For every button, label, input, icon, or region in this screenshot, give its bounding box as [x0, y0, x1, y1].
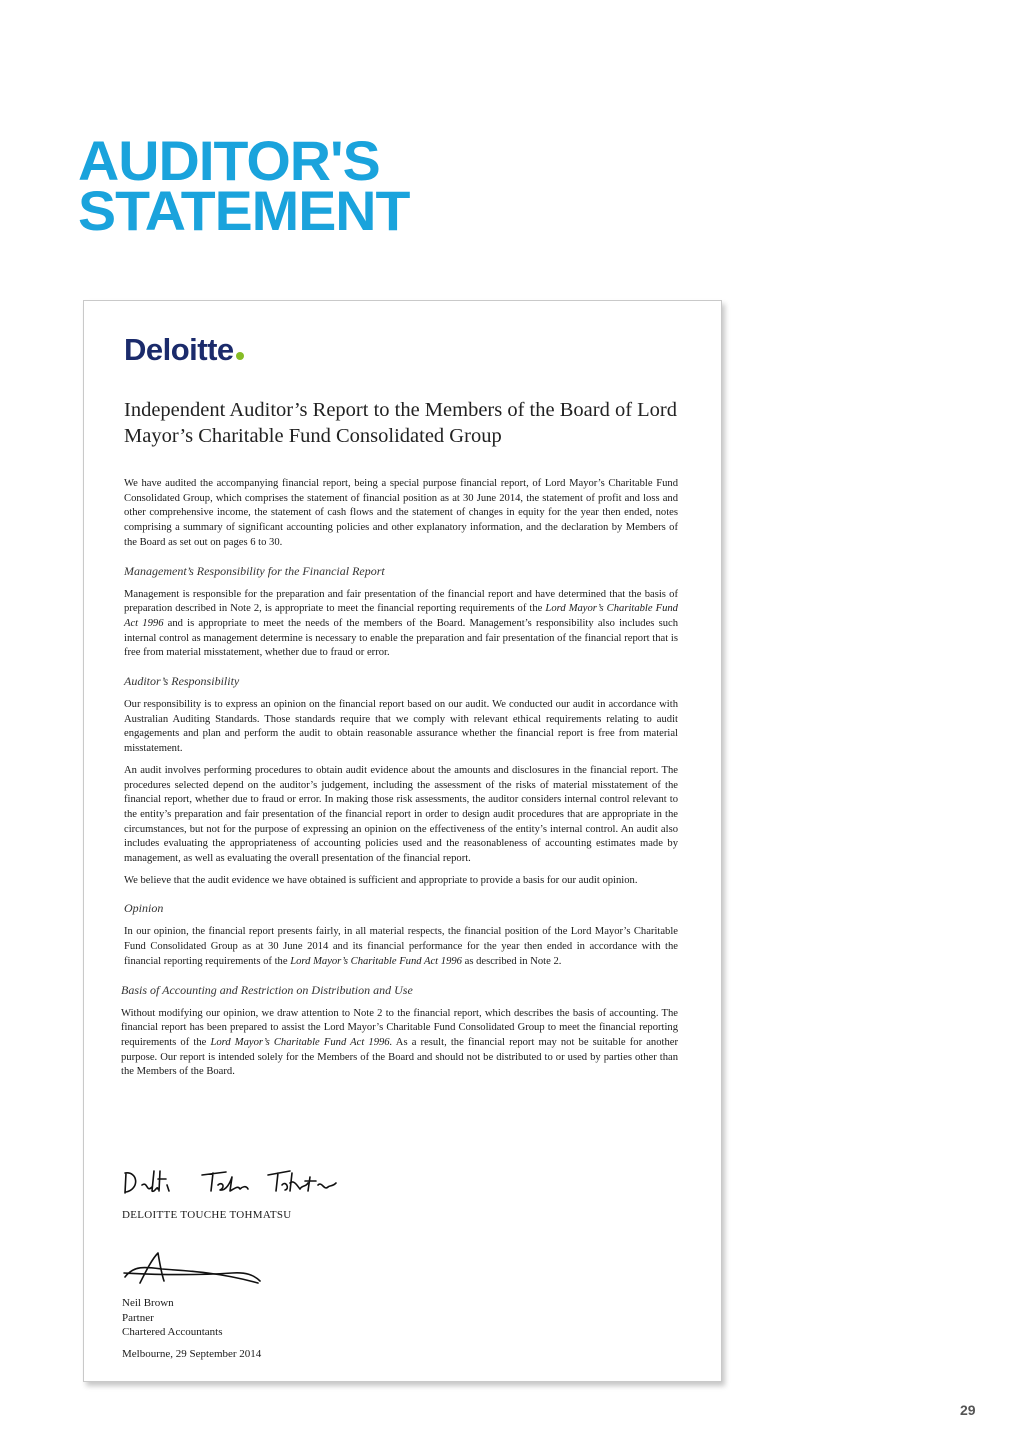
auditor-paragraph-1: Our responsibility is to express an opinion on the financial report based on our audit. We conducted our audit in accordance with Australian Auditing Standards. Those standards require that we comply with relevant ethical requirements relating to audit engagements and plan and perform the audit to obtain reasonable assurance whether the financial report is free from material misstatement. [124, 699, 678, 755]
partner-signature [122, 1245, 272, 1289]
basis-heading: Basis of Accounting and Restriction on Distribution and Use [121, 982, 413, 997]
basis-text-b: As a result, the financial report may not be suitable for another purpose. Our report is intended solely for the Members of the Board and should not be distributed to or used by parties other than the Members of the Board. [121, 1036, 678, 1078]
auditor-paragraph-2: An audit involves performing procedures to obtain audit evidence about the amounts and disclosures in the financial report. The procedures selected depend on the auditor’s judgement, including the assessment of the risks of material misstatement of the financial report, whether due to fraud or error. In making those risk assessments, the auditor considers internal control relevant to the entity’s preparation and fair presentation of the financial report in order to design audit procedures that are appropriate in the circumstances, but not for the purpose of expressing an opinion on the effectiveness of the entity’s internal control. An audit also includes evaluating the appropriateness of accounting policies used and the reasonableness of accounting estimates made by management, as well as evaluating the overall presentation of the financial report. [124, 764, 678, 865]
management-paragraph [124, 588, 678, 662]
heading-line-1: AUDITOR'S [78, 129, 380, 192]
intro-paragraph: We have audited the accompanying financial report, being a special purpose financial report, of Lord Mayor’s Charitable Fund Consolidated Group, which comprises the statement of financial position as at 30 June 2014, the statement of profit and loss and other comprehensive income, the statement of cash flows and the statement of changes in equity for the year then ended, notes comprising a summary of significant accounting policies and other explanatory information, and the declaration by Members of the Board as set out on pages 6 to 30. [124, 478, 678, 548]
page-number: 29 [960, 1402, 976, 1418]
report-date: Melbourne, 29 September 2014 [122, 1348, 262, 1360]
basis-text-a: Without modifying our opinion, we draw attention to Note 2 to the financial report, which describes the basis of accounting. The financial report has been prepared to assist the Lord Mayor’s Charitable Fund Consolidated Group to meet the financial reporting requirements of the [121, 1007, 678, 1048]
opinion-text-a: In our opinion, the financial report presents fairly, in all material respects, the financial position of the Lord Mayor’s Charitable Fund Consolidated Group as at 30 June 2014 and its financial performance for the year then ended in accordance with the financial reporting requirements of the [124, 926, 678, 967]
heading-line-2: STATEMENT [78, 179, 410, 242]
opinion-heading: Opinion [124, 901, 164, 916]
partner-name: Neil Brown [122, 1297, 174, 1309]
basis-paragraph [121, 1007, 678, 1081]
partner-firm: Chartered Accountants [122, 1326, 223, 1339]
opinion-text-b: as described in Note 2. [461, 955, 562, 967]
partner-title: Partner [122, 1311, 154, 1324]
auditor-report-letter [83, 300, 722, 1382]
management-heading: Management’s Responsibility for the Financial Report [124, 563, 385, 578]
management-text-a: Management is responsible for the preparation and fair presentation of the financial report and have determined that the basis of preparation described in Note 2, is appropriate to meet the financial reporting requirements of the [124, 588, 678, 615]
report-body [121, 477, 679, 1087]
auditor-paragraph-3: We believe that the audit evidence we have obtained is sufficient and appropriate to provide a basis for our audit opinion. [124, 874, 638, 886]
deloitte-logo [124, 332, 244, 368]
page-heading [78, 129, 410, 242]
act-reference: Lord Mayor’s Charitable Fund Act 1996 [290, 955, 462, 967]
firm-signature [122, 1167, 362, 1197]
report-title: Independent Auditor’s Report to the Members of the Board of Lord Mayor’s Charitable Fund Consolidated Group [124, 399, 677, 447]
management-text-b: and is appropriate to meet the needs of the members of the Board. Management’s responsibility also includes such internal control as management determine is necessary to enable the preparation and fair presentation of the financial report that is free from material misstatement, whether due to fraud or error. [124, 617, 679, 659]
auditor-heading: Auditor’s Responsibility [124, 674, 240, 689]
act-reference: Lord Mayor’s Charitable Fund Act 1996 [124, 603, 678, 629]
opinion-paragraph [124, 925, 678, 969]
firm-name: DELOITTE TOUCHE TOHMATSU [122, 1209, 292, 1221]
partner-details [122, 1296, 223, 1340]
logo-dot-icon [236, 352, 244, 360]
act-reference: Lord Mayor’s Charitable Fund Act 1996. [210, 1036, 393, 1048]
logo-text: Deloitte [124, 332, 234, 367]
